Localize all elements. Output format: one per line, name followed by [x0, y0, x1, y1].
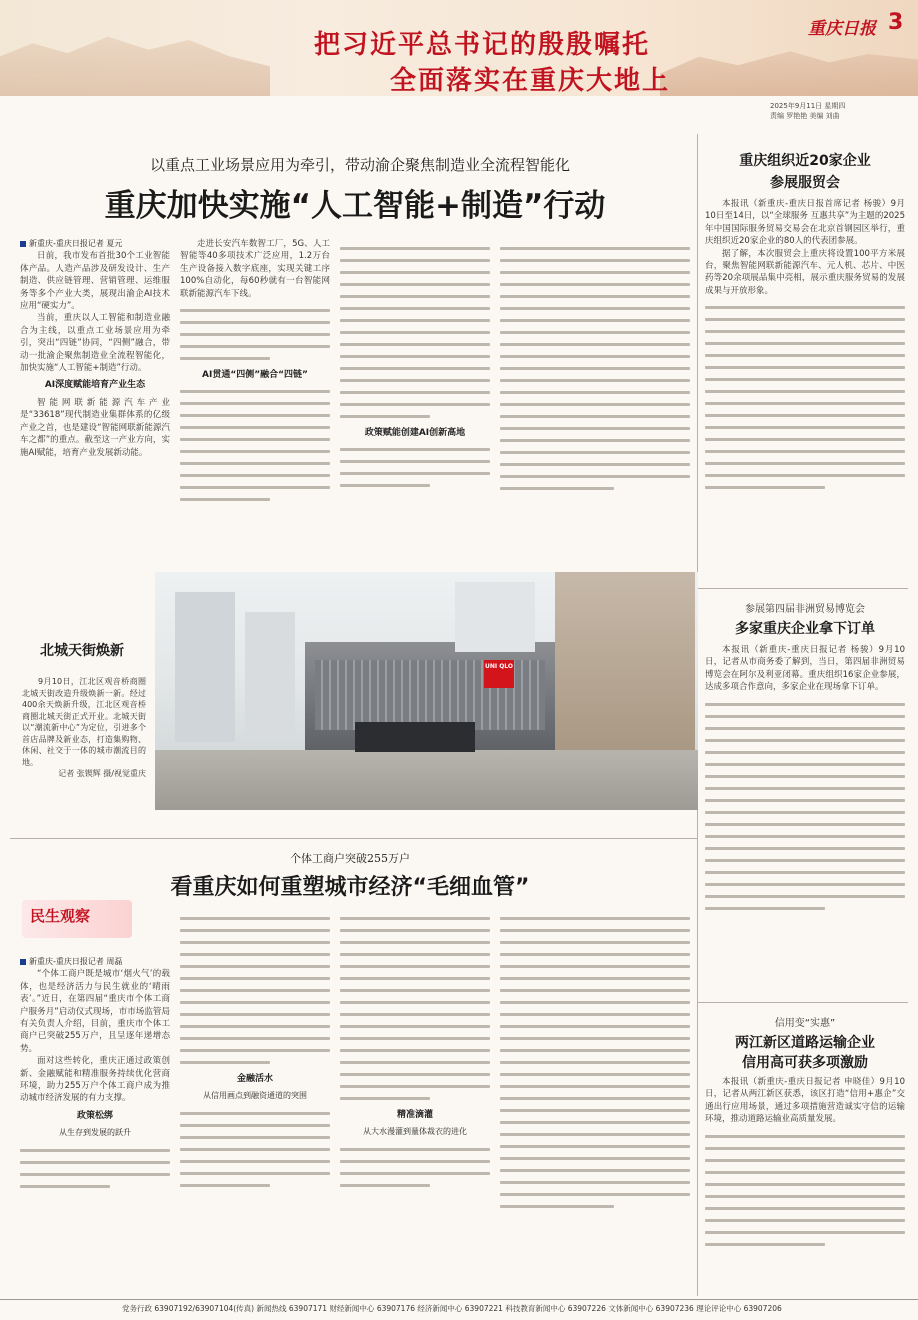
side1-paragraph: 据了解，本次服贸会上重庆将设置100平方米展台，聚焦智能网联新能源汽车、元人机、芯片、中医药等20余项展品集中亮相，展示重庆服务贸易的发展成果与开放形象。 — [705, 248, 905, 296]
lead-column-1 — [20, 238, 170, 572]
text-block — [705, 703, 905, 910]
text-block — [500, 917, 690, 1208]
text-block — [500, 247, 690, 490]
text-block — [180, 390, 330, 501]
bottom-subhead-2b: 从信用画点到融资通道的突围 — [203, 1091, 307, 1101]
side1-title-line1: 重庆组织近20家企业 — [739, 153, 871, 169]
side1-lead: 本报讯（新重庆-重庆日报首席记者 杨骏）9月10日至14日，以“全球服务 互惠共享”为主题的2025年中国国际服务贸易交易会在北京首钢园区举行，重庆组织近20家企业的80人的代表团参展。 — [705, 199, 905, 247]
side2-body — [705, 644, 905, 998]
photo-tower — [455, 582, 535, 652]
byline-marker-icon — [20, 241, 26, 247]
lead-paragraph-4: 走进长安汽车数智工厂，5G、人工智能等40多项技术广泛应用，1.2万台生产设备接入数字底座，实现关键工序100%自动化，每60秒就有一台智能网联新能源汽车下线。 — [180, 239, 330, 299]
lead-paragraph-1: 日前，我市发布首批30个工业智能体产品。人造产品涉及研发设计、生产制造、供应链管理、营销管理、运维服务等多个产业大类，展现出渝企AI技术应用“硬实力”。 — [20, 251, 170, 312]
side3-paragraph: 本报讯（新重庆-重庆日报记者 申晓佳）9月10日，记者从两江新区获悉，该区打造“信用+惠企”交通出行应用场景，通过多项措施营造诚实守信的运输环境，推动道路运输业高质量发展。 — [705, 1077, 905, 1125]
masthead-logo: 重庆日报 — [808, 19, 876, 39]
text-block — [340, 1148, 490, 1187]
bottom-kicker: 个体工商户突破255万户 — [290, 852, 410, 865]
beicheng-title: 北城天街焕新 — [40, 643, 124, 659]
beicheng-caption — [22, 676, 146, 806]
lead-column-3 — [340, 238, 490, 572]
photo-entrance — [355, 722, 475, 752]
byline-marker-icon — [20, 959, 26, 965]
text-block — [340, 917, 490, 1100]
side-divider-2 — [698, 1002, 908, 1003]
text-block — [180, 1112, 330, 1187]
side2-paragraph: 本报讯（新重庆-重庆日报记者 杨骏）9月10日，记者从市商务委了解到，当日，第四届非洲贸易博览会在阿尔及利亚闭幕。重庆组织16家企业参展，达成多项合作意向，多家企业在现场拿下订单。 — [705, 645, 905, 693]
bottom-column-4 — [500, 908, 690, 1294]
lead-paragraph-2: 当前，重庆以人工智能和制造业融合为主线，以重点工业场景应用为牵引，突出“四链”协同，“四侧”融合，带动一批渝企聚焦制造业全流程智能化，加快实施“人工智能+制造”行动。 — [20, 313, 170, 374]
text-block — [340, 247, 490, 418]
lead-kicker: 以重点工业场景应用为牵引，带动渝企聚焦制造业全流程智能化 — [149, 156, 570, 174]
text-block — [180, 917, 330, 1064]
uniqlo-store-sign: UNI QLO — [484, 660, 514, 688]
lead-subhead-3: 政策赋能创建AI创新高地 — [364, 428, 466, 438]
bottom-subhead-1: 政策松绑 — [76, 1110, 113, 1121]
side3-title-line2: 信用高可获多项激励 — [742, 1055, 868, 1071]
lead-column-2 — [180, 238, 330, 572]
bottom-headline: 看重庆如何重塑城市经济“毛细血管” — [170, 875, 530, 900]
photo-tower — [175, 592, 235, 742]
lead-byline: 新重庆-重庆日报记者 夏元 — [29, 239, 123, 248]
banner-mountain-left — [0, 30, 270, 96]
side2-kicker: 参展第四届非洲贸易博览会 — [745, 604, 865, 615]
footer-contacts: 党务行政 63907192/63907104(传真) 新闻热线 63907171 财经新闻中心 63907176 经济新闻中心 63907221 科技教育新闻中心 63907226 文体新闻中心 63907236 理论评论中心 63907206 — [122, 1304, 782, 1313]
bottom-column-3 — [340, 908, 490, 1294]
lead-headline: 重庆加快实施“人工智能+制造”行动 — [104, 188, 606, 224]
editor-credits: 责编 罗艳艳 美编 刘曲 — [770, 112, 840, 120]
beicheng-photo — [155, 572, 698, 810]
bottom-subhead-3b: 从大水漫灌到量体裁衣的进化 — [363, 1127, 467, 1137]
bottom-paragraph-2: 面对这些转化，重庆正通过政策创新、金融赋能和精准服务持续优化营商环境，助力255万户个体工商户成为推动城市经济发展的有力支撑。 — [20, 1056, 170, 1104]
side3-kicker: 信用变“实惠” — [774, 1018, 836, 1029]
bottom-paragraph-1: “个体工商户既是城市‘烟火气’的载体，也是经济活力与民生就业的‘晴雨表’。”近日，在第四届“重庆市个体工商户服务月”启动仪式现场，市市场监管局有关负责人介绍，目前，重庆市个体工商户已突破255万户，且呈逐年递增态势。 — [20, 969, 170, 1054]
banner-slogan-line1: 把习近平总书记的殷殷嘱托 — [313, 30, 650, 60]
side1-title-line2: 参展服贸会 — [770, 175, 840, 191]
lead-subhead-2: AI贯通“四侧”融合“四链” — [202, 370, 308, 381]
bottom-byline: 新重庆-重庆日报记者 周磊 — [29, 957, 123, 966]
text-block — [20, 1149, 170, 1188]
bottom-subhead-3: 精准滴灌 — [396, 1110, 433, 1120]
photo-right-building — [555, 572, 695, 752]
side2-title: 多家重庆企业拿下订单 — [735, 621, 875, 637]
lead-column-4 — [500, 238, 690, 572]
side3-body — [705, 1076, 905, 1294]
lead-subhead-1: AI深度赋能培育产业生态 — [44, 380, 146, 391]
section-divider — [10, 838, 697, 839]
side3-title-line1: 两江新区道路运输企业 — [735, 1035, 875, 1051]
banner-slogan-line2: 全面落实在重庆大地上 — [389, 66, 670, 96]
side1-body — [705, 198, 905, 584]
side-divider-1 — [698, 588, 908, 589]
bottom-subhead-1b: 从生存到发展的跃升 — [59, 1128, 131, 1138]
bottom-subhead-2: 金融活水 — [236, 1074, 273, 1084]
minsheng-badge: 民生观察 — [30, 907, 91, 925]
photo-plaza — [155, 750, 698, 810]
publication-date: 2025年9月11日 星期四 — [770, 102, 846, 110]
photo-credit: 记者 张锲辉 摄/视觉重庆 — [58, 769, 146, 778]
beicheng-paragraph: 9月10日，江北区观音桥商圈北城天街改造升级焕新一新。经过400余天焕新升级，江北区观音桥商圈北城天街正式开业。北城天街以“潮流新中心”为定位，引进多个首店品牌及新业态，打造集购物、休闲、社交于一体的城市潮流目的地。 — [22, 677, 146, 767]
bottom-column-1 — [20, 956, 170, 1294]
text-block — [705, 306, 905, 489]
page-number: 3 — [888, 10, 904, 35]
bottom-column-2 — [180, 908, 330, 1294]
photo-tower — [245, 612, 295, 742]
text-block — [340, 448, 490, 487]
text-block — [705, 1135, 905, 1246]
lead-paragraph-3: 智能网联新能源汽车产业是“33618”现代制造业集群体系的亿级产业之首，也是建设“智能网联新能源汽车之都”的重点。截至这一产业方向，实施AI赋能，培育产业发展新动能。 — [20, 397, 170, 458]
text-block — [180, 309, 330, 360]
